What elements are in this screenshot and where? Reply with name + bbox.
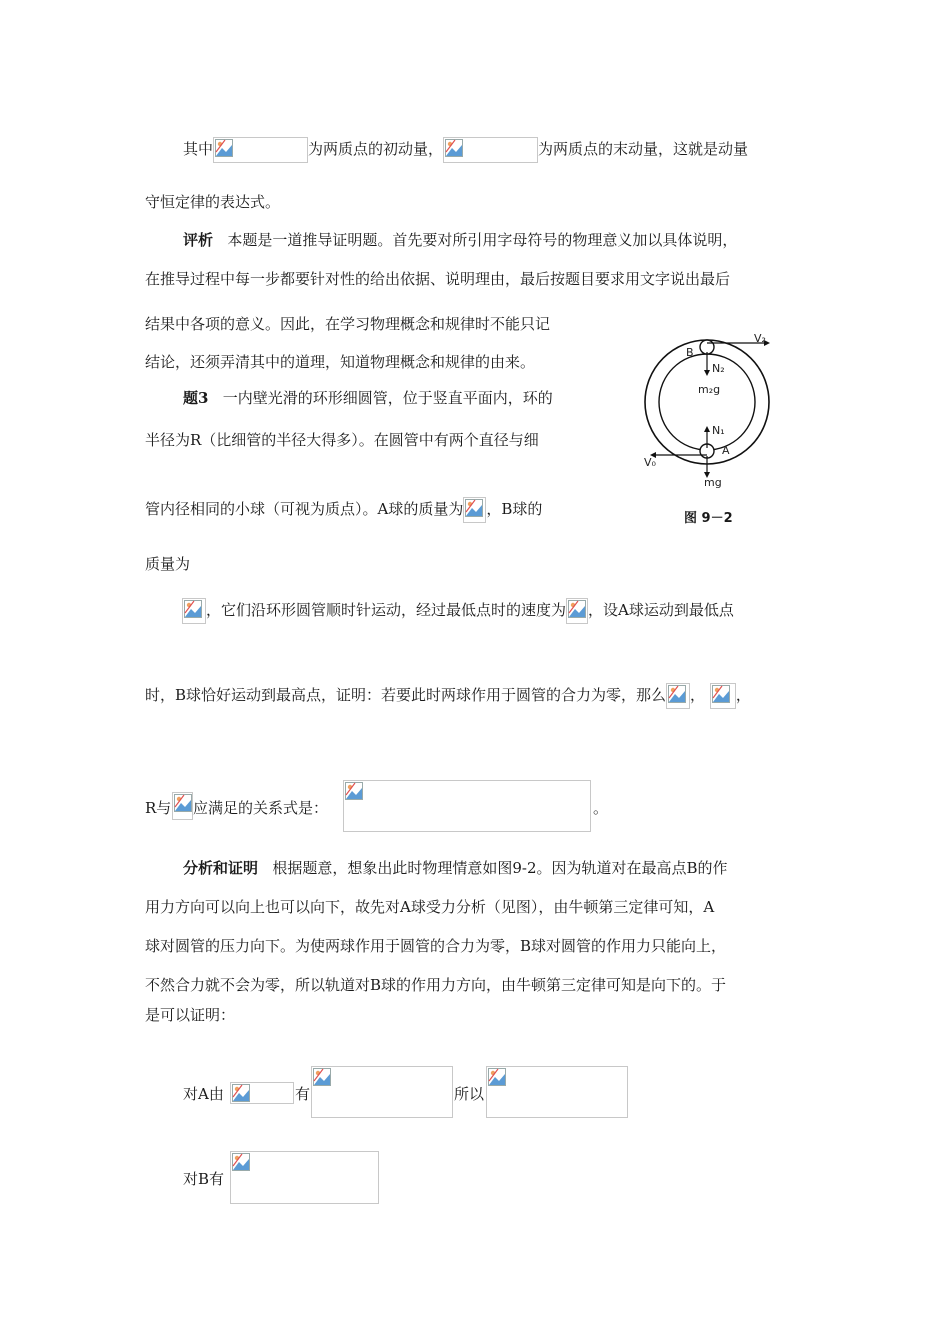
broken-image-icon <box>172 792 193 820</box>
text: 本题是一道推导证明题。首先要对所引用字母符号的物理意义加以具体说明， <box>227 231 738 249</box>
text-line: 是可以证明： <box>145 1006 236 1024</box>
text-line <box>182 598 734 624</box>
text-line: 半径为R（比细管的半径大得多）。在圆管中有两个直径与细 <box>145 431 539 449</box>
broken-image-icon <box>213 137 308 163</box>
label-analysis: 分析和证明 <box>183 859 259 877</box>
label-problem-3: 题3 <box>183 389 209 407</box>
broken-image-icon <box>486 1066 628 1118</box>
broken-image-icon <box>343 780 591 832</box>
text: 一内壁光滑的环形细圆管，位于竖直平面内，环的 <box>222 389 553 407</box>
broken-image-icon <box>230 1151 379 1204</box>
text-line <box>183 856 728 880</box>
text: R与 <box>145 799 172 817</box>
text: 为两质点的初动量， <box>308 140 444 158</box>
text: ，它们沿环形圆管顺时针运动，经过最低点时的速度为 <box>206 601 567 619</box>
text: 。 <box>593 799 609 817</box>
text: 根据题意，想象出此时物理情意如图9-2。因为轨道对在最高点B的作 <box>272 859 728 877</box>
text: 应满足的关系式是： <box>193 799 329 817</box>
broken-image-icon <box>443 137 538 163</box>
text-line <box>183 137 748 163</box>
text: ，设A球运动到最低点 <box>588 601 734 619</box>
text-line: 球对圆管的压力向下。为使两球作用于圆管的合力为零，B球对圆管的作用力只能向上， <box>145 937 727 955</box>
broken-image-icon <box>311 1066 453 1118</box>
label-v2: V₂ <box>754 332 766 345</box>
text: 管内径相同的小球（可视为质点）。A球的质量为 <box>145 500 464 518</box>
broken-image-icon <box>710 683 736 709</box>
text-line <box>183 228 737 252</box>
broken-image-icon <box>666 683 690 709</box>
text-line: 在推导过程中每一步都要针对性的给出依据、说明理由，最后按题目要求用文字说出最后 <box>145 270 731 288</box>
text: ， <box>735 686 751 704</box>
text-line: 不然合力就不会为零，所以轨道对B球的作用力方向，由牛顿第三定律可知是向下的。于 <box>145 976 727 994</box>
label-mg: mg <box>704 476 722 489</box>
text: 时，B球恰好运动到最高点，证明：若要此时两球作用于圆管的合力为零，那么 <box>145 686 667 704</box>
text-line: 守恒定律的表达式。 <box>145 193 281 211</box>
text-line <box>145 683 751 709</box>
text: ，B球的 <box>486 500 543 518</box>
label-b: B <box>686 346 694 359</box>
broken-image-icon <box>566 598 588 624</box>
text: 其中 <box>183 140 214 158</box>
text-line: 质量为 <box>145 555 191 573</box>
equation-line-b <box>183 1151 383 1205</box>
text-line <box>183 386 553 410</box>
text: 有 <box>295 1085 311 1103</box>
label-n1: N₁ <box>712 424 725 437</box>
broken-image-icon <box>463 497 486 523</box>
figure-caption: 图 9－2 <box>684 511 733 526</box>
label-a: A <box>722 444 730 457</box>
text: 所以 <box>454 1085 485 1103</box>
text-line <box>145 497 542 523</box>
label-m2g: m₂g <box>698 383 721 396</box>
broken-image-icon <box>230 1082 294 1104</box>
text: 对A由 <box>183 1085 224 1103</box>
label-n2: N₂ <box>712 362 725 375</box>
figure-9-2 <box>636 330 786 535</box>
text: 为两质点的末动量，这就是动量 <box>538 140 749 158</box>
label-pingxi: 评析 <box>183 231 214 249</box>
text-line: 用力方向可以向上也可以向下，故先对A球受力分析（见图），由牛顿第三定律可知，A <box>145 898 715 916</box>
equation-line-a <box>183 1066 643 1120</box>
text: 对B有 <box>183 1170 225 1188</box>
text: ， <box>690 686 706 704</box>
text-line: 结论，还须弄清其中的道理，知道物理概念和规律的由来。 <box>145 353 536 371</box>
text-line: 结果中各项的意义。因此，在学习物理概念和规律时不能只记 <box>145 315 551 333</box>
broken-image-icon <box>182 598 206 624</box>
label-v0: V₀ <box>644 456 656 469</box>
